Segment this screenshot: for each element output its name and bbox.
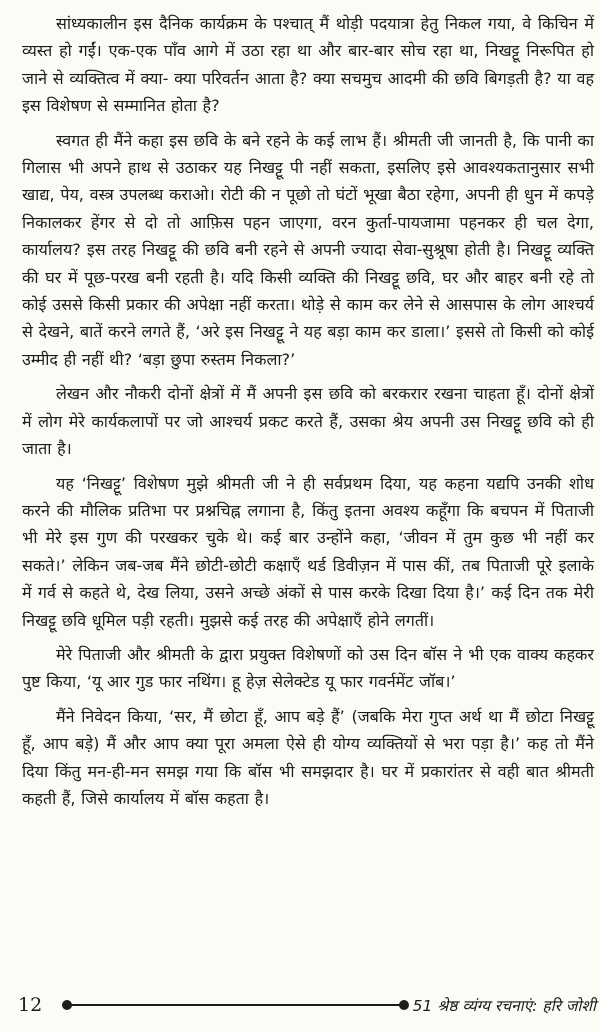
footer-rule xyxy=(66,1004,405,1006)
paragraph-6: मैंने निवेदन किया, ‘सर, मैं छोटा हूँ, आप बड़े हैं’ (जबकि मेरा गुप्त अर्थ था मैं छोटा निखट्टू हूँ, आप बड़े) मैं और आप क्या पूरा अमला ऐसे ही योग्य व्यक्तियों से भरा पड़ा है।’ कह तो मैंने दिया किंतु मन-ही-मन समझ गया कि बॉस भी समझदार है। घर में प्रकारांतर से वही बात श्रीमती कहती हैं, जिसे कार्यालय में बॉस कहता है। xyxy=(22,706,594,808)
paragraph-1: सांध्यकालीन इस दैनिक कार्यक्रम के पश्चात् मैं थोड़ी पदयात्रा हेतु निकल गया, वे किचिन में व्यस्त हो गईं। एक-एक पाँव आगे में उठा रहा था और बार-बार सोच रहा था, निखट्टू निरूपित हो जाने से व्यक्तित्व में क्या- क्या परिवर्तन आता है? क्या सचमुच आदमी की छवि बिगड़ती है? या वह इस विशेषण से सम्मानित होता है? xyxy=(22,14,594,116)
rule-dot-right-icon xyxy=(399,1000,409,1010)
paragraph-3: लेखन और नौकरी दोनों क्षेत्रों में मैं अपनी इस छवि को बरकरार रखना चाहता हूँ। दोनों क्षेत्रों में लोग मेरे कार्यकलापों पर जो आश्चर्य प्रकट करते हैं, उसका श्रेय अपनी उस निखट्टू छवि को ही जाता है। xyxy=(22,384,594,459)
page-number: 12 xyxy=(18,994,43,1016)
paragraph-4: यह ‘निखट्टू’ विशेषण मुझे श्रीमती जी ने ही सर्वप्रथम दिया, यह कहना यद्यपि उनकी शोध करने की मौलिक प्रतिभा पर प्रश्नचिह्न लगाना है, किंतु इतना अवश्य कहूँगा कि बचपन में पिताजी भी मेरे इस गुण की परखकर चुके थे। कई बार उन्होंने कहा, ‘जीवन में तुम कुछ भी नहीं कर सकते।’ लेकिन जब-जब मैंने छोटी-छोटी कक्षाएँ थर्ड डिवीज़न में पास कीं, तब पिताजी पूरे इलाके में गर्व से कहते थे, देख लिया, उसने अच्छे अंकों से पास करके दिखा दिया है।’ कई दिन तक मेरी निखट्टू छवि धूमिल पड़ी रहती। मुझसे कई तरह की अपेक्षाएँ होने लगतीं। xyxy=(22,473,594,630)
page-body xyxy=(22,10,594,819)
page-footer xyxy=(18,990,596,1020)
rule-dot-left-icon xyxy=(62,1000,72,1010)
paragraph-5: मेरे पिताजी और श्रीमती के द्वारा प्रयुक्त विशेषणों को उस दिन बॉस ने भी एक वाक्य कहकर पुष्ट किया, ‘यू आर गुड फार नथिंग। हू हेज़ सेलेक्टेड यू फार गवर्नमेंट जॉब।’ xyxy=(22,644,594,692)
paragraph-2: स्वगत ही मैंने कहा इस छवि के बने रहने के कई लाभ हैं। श्रीमती जी जानती है, कि पानी का गिलास भी अपने हाथ से उठाकर यह निखट्टू पी नहीं सकता, इसलिए इसे आवश्यकतानुसार सभी खाद्य, पेय, वस्त्र उपलब्ध कराओ। रोटी की न पूछो तो घंटों भूखा बैठा रहेगा, अपनी ही धुन में कपड़े निकालकर हेंगर से दो तो आफ़िस पहन जाएगा, वरन कुर्ता-पायजामा पहनकर ही चल देगा, कार्यालय? इस तरह निखट्टू की छवि बनी रहने से अपनी ज्यादा सेवा-सुश्रूषा होती है। निखट्टू व्यक्ति की घर में पूछ-परख बनी रहती है। यदि किसी व्यक्ति की निखट्टू छवि, घर और बाहर बनी रहे तो कोई उससे किसी प्रकार की अपेक्षा नहीं करता। थोड़े से काम कर लेने से आसपास के लोग आश्चर्य से देखने, बातें करने लगते हैं, ‘अरे इस निखट्टू ने यह बड़ा काम कर डाला।’ इससे तो किसी को कोई उम्मीद ही नहीं थी? ‘बड़ा छुपा रुस्तम निकला?’ xyxy=(22,130,594,369)
book-title: 51 श्रेष्ठ व्यंग्य रचनाएं: हरि जोशी xyxy=(412,997,596,1015)
